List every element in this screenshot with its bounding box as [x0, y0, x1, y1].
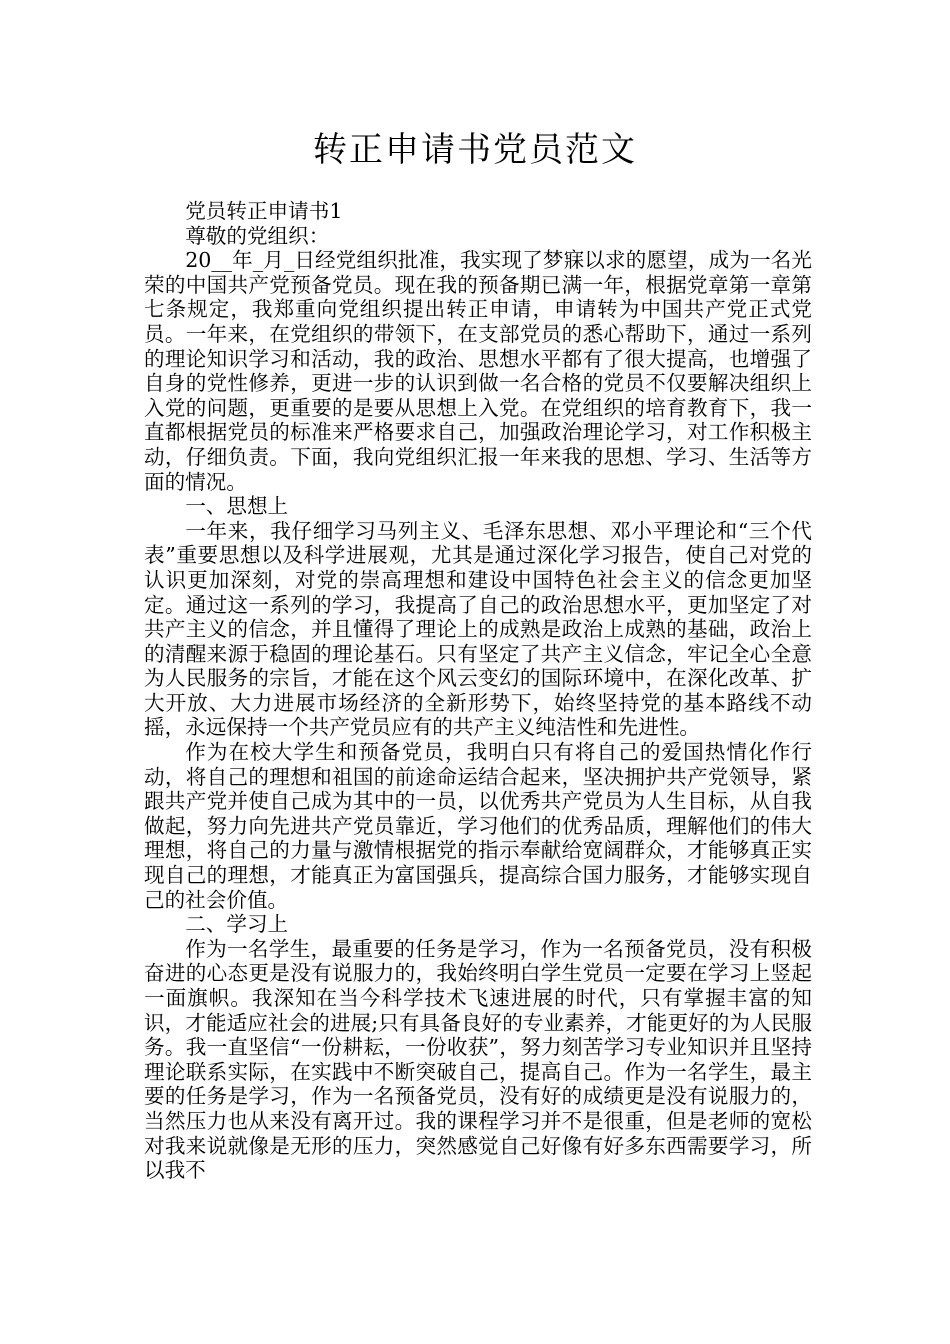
document-body [144, 199, 812, 1183]
paragraph-thought-2: 作为在校大学生和预备党员，我明白只有将自己的爱国热情化作行动，将自己的理想和祖国的前途命运结合起来，坚决拥护共产党领导，紧跟共产党并使自己成为其中的一员，以优秀共产党员为人生目标，从自我做起，努力向先进共产党员靠近，学习他们的优秀品质，理解他们的伟大理想，将自己的力量与激情根据党的指示奉献给宽阔群众，才能够真正实现自己的理想，才能真正为富国强兵，提高综合国力服务，才能够实现自己的社会价值。 [144, 740, 812, 912]
paragraph-thought-1: 一年来，我仔细学习马列主义、毛泽东思想、邓小平理论和“三个代表”重要思想以及科学进展观，尤其是通过深化学习报告，使自己对党的认识更加深刻，对党的崇高理想和建设中国特色社会主义的信念更加坚定。通过这一系列的学习，我提高了自己的政治思想水平，更加坚定了对共产主义的信念，并且懂得了理论上的成熟是政治上成熟的基础，政治上的清醒来源于稳固的理论基石。只有坚定了共产主义信念，牢记全心全意为人民服务的宗旨，才能在这个风云变幻的国际环境中，在深化改革、扩大开放、大力进展市场经济的全新形势下，始终坚持党的基本路线不动摇，永远保持一个共产党员应有的共产主义纯洁性和先进性。 [144, 518, 812, 740]
paragraph-intro: 20__年_月_日经党组织批准，我实现了梦寐以求的愿望，成为一名光荣的中国共产党预备党员。现在我的预备期已满一年，根据党章第一章第七条规定，我郑重向党组织提出转正申请，申请转为中国共产党正式党员。一年来，在党组织的带领下，在支部党员的悉心帮助下，通过一系列的理论知识学习和活动，我的政治、思想水平都有了很大提高，也增强了自身的党性修养，更进一步的认识到做一名合格的党员不仅要解决组织上入党的问题，更重要的是要从思想上入党。在党组织的培育教育下，我一直都根据党员的标准来严格要求自己，加强政治理论学习，对工作积极主动，仔细负责。下面，我向党组织汇报一年来我的思想、学习、生活等方面的情况。 [144, 248, 812, 494]
paragraph-salutation: 尊敬的党组织： [185, 223, 330, 248]
paragraph-study: 作为一名学生，最重要的任务是学习，作为一名预备党员，没有积极奋进的心态更是没有说服力的，我始终明白学生党员一定要在学习上竖起一面旗帜。我深知在当今科学技术飞速进展的时代，只有掌握丰富的知识，才能适应社会的进展;只有具备良好的专业素养，才能更好的为人民服务。我一直坚信“一份耕耘，一份收获”，努力刻苦学习专业知识并且坚持理论联系实际，在实践中不断突破自己，提高自己。作为一名学生，最主要的任务是学习，作为一名预备党员，没有好的成绩更是没有说服力的，当然压力也从来没有离开过。我的课程学习并不是很重，但是老师的宽松对我来说就像是无形的压力，突然感觉自己好像有好多东西需要学习，所以我不 [144, 936, 812, 1183]
paragraph-section-title: 党员转正申请书1 [185, 199, 343, 223]
heading-thought: 一、思想上 [185, 494, 289, 519]
heading-study: 二、学习上 [185, 912, 289, 937]
document-title: 转正申请书党员范文 [313, 130, 637, 170]
